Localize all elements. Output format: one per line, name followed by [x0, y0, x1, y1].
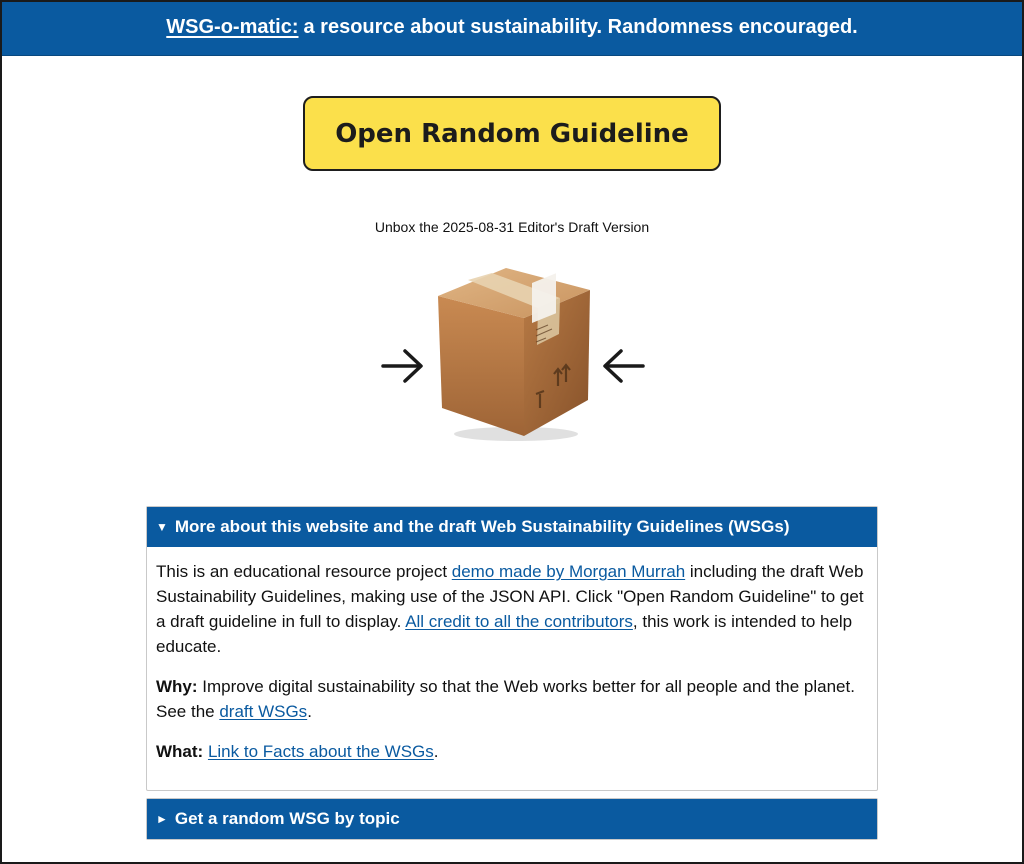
arrow-left-icon [598, 346, 646, 386]
about-panel-body [147, 547, 877, 764]
topic-panel-summary[interactable] [147, 799, 877, 839]
facts-link[interactable]: Link to Facts about the WSGs [207, 742, 434, 761]
about-intro-paragraph [156, 559, 868, 659]
about-panel-summary[interactable] [147, 507, 877, 547]
open-random-guideline-button[interactable]: Open Random Guideline [303, 96, 721, 171]
unbox-caption: Unbox the 2025-08-31 Editor's Draft Version [374, 219, 650, 235]
topic-panel [146, 798, 878, 840]
site-title-link[interactable]: WSG-o-matic: [166, 16, 299, 38]
why-end: . [307, 702, 312, 721]
site-tagline: a resource about sustainability. Randomness encouraged. [303, 16, 858, 38]
triangle-right-icon: ► [156, 812, 168, 826]
about-panel [146, 506, 878, 791]
arrow-right-icon [380, 346, 428, 386]
credit-link[interactable]: All credit to all the contributors [405, 612, 633, 631]
what-label: What: [156, 742, 204, 761]
why-paragraph [156, 674, 868, 724]
site-header [0, 0, 1024, 56]
what-paragraph [156, 739, 868, 764]
about-intro-text-2: including the draft Web Sustainability Guidelines, making use of the JSON API. Click "Open Random Guideline" to get a draft guideline in full to display. [156, 562, 864, 631]
package-box-icon[interactable] [428, 258, 598, 443]
triangle-down-icon: ▼ [156, 520, 168, 534]
about-intro-text-3: , this work is intended to help educate. [156, 612, 853, 656]
about-intro-text-1: This is an educational resource project [156, 562, 452, 581]
topic-panel-title: Get a random WSG by topic [174, 809, 400, 828]
why-label: Why: [156, 677, 198, 696]
unbox-widget[interactable] [370, 258, 654, 448]
what-end: . [433, 742, 439, 761]
draft-wsgs-link[interactable]: draft WSGs [219, 702, 308, 721]
demo-link[interactable]: demo made by Morgan Murrah [451, 562, 686, 581]
about-panel-title: More about this website and the draft Web Sustainability Guidelines (WSGs) [174, 517, 790, 536]
why-text: Improve digital sustainability so that the Web works better for all people and the planet. See the [156, 677, 855, 721]
